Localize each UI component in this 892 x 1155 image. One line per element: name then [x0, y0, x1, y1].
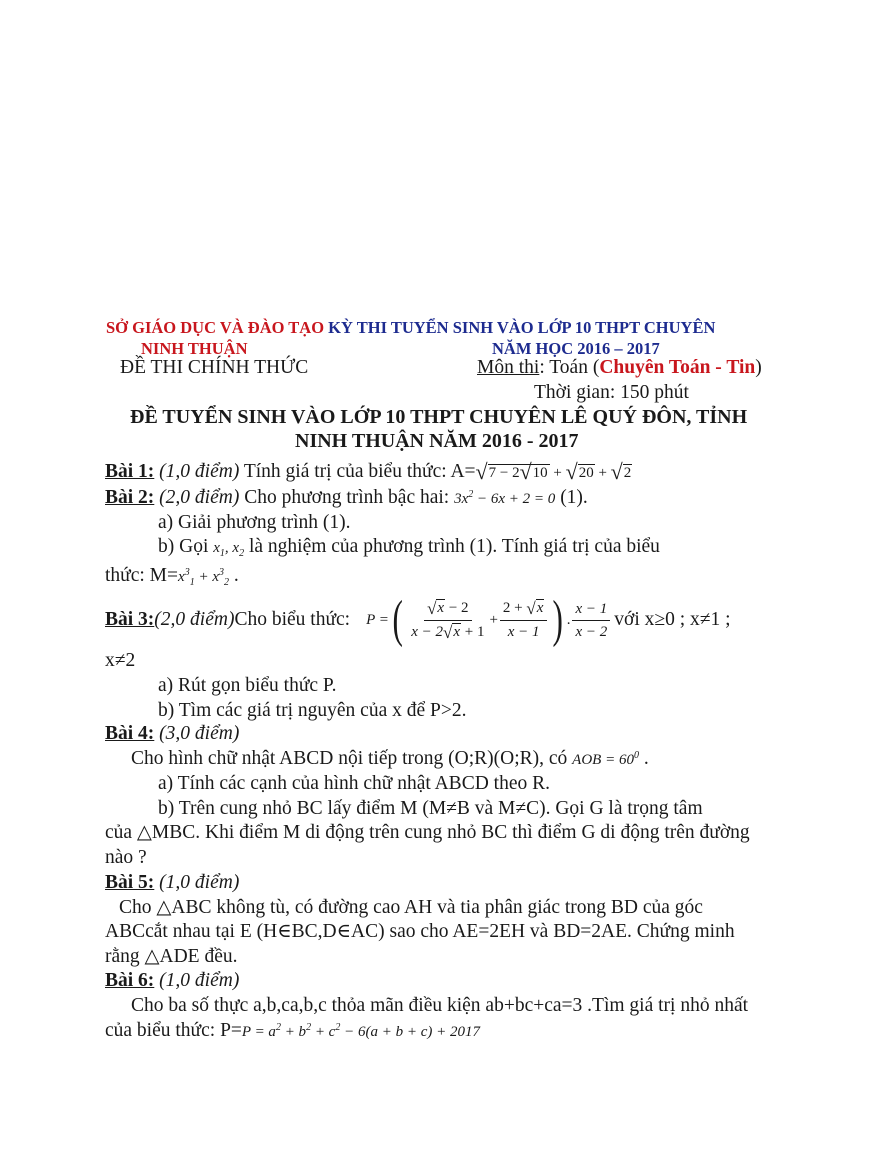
formula-term: 20 [578, 465, 594, 481]
sqrt-symbol: √ [610, 459, 623, 484]
formula-term: P = a [241, 1024, 276, 1040]
formula-term: x − 2 [575, 623, 608, 640]
formula-term: 0 [633, 750, 639, 761]
problem-2-part-b [158, 535, 660, 560]
m-end: . [228, 565, 239, 586]
formula-term: + [549, 465, 566, 481]
m-formula [178, 567, 229, 588]
part-b-continuation: thức: M= [105, 565, 179, 586]
formula-term: − 2 [496, 465, 520, 481]
formula-term: 2 [335, 1022, 341, 1033]
school-year: NĂM HỌC 2016 – 2017 [492, 339, 660, 358]
problem-3-points: (2,0 điểm) [154, 609, 235, 630]
formula-term: 3x [454, 491, 469, 507]
problem-6-line-2 [105, 1019, 480, 1044]
problem-2-part-b-cont [105, 564, 239, 589]
formula-term: x [178, 569, 185, 585]
exam-name: KỲ THI TUYỂN SINH VÀO LỚP 10 THPT CHUYÊN [328, 318, 716, 337]
formula-term: 2 [623, 465, 632, 481]
problem-2-points: (2,0 điểm) [154, 487, 240, 508]
problem-5-label: Bài 5: [105, 872, 155, 893]
problem-4-line-1 [131, 747, 649, 772]
problem-4-text-end: . [638, 748, 649, 769]
fraction-3 [572, 600, 610, 641]
formula-term: 1 [219, 548, 225, 559]
problem-2-part-a: a) Giải phương trình (1). [158, 512, 351, 533]
formula-term: 2 [239, 548, 245, 559]
problem-3-label: Bài 3: [105, 609, 155, 630]
problem-5-header [105, 871, 239, 895]
subject-line [477, 356, 762, 380]
part-b-prefix: b) Gọi [158, 536, 209, 557]
document-title-line-1: ĐỀ TUYỂN SINH VÀO LỚP 10 THPT CHUYÊN LÊ QUÝ ĐÔN, TỈNH [130, 406, 748, 428]
problem-3-condition-cont: x≠2 [105, 650, 136, 671]
formula-term: AOB = 60 [572, 752, 634, 768]
sqrt-symbol: √ [565, 459, 578, 484]
formula-term: 2 [223, 577, 229, 588]
formula-term: 3 [184, 567, 190, 578]
formula-term: x − 1 [507, 624, 540, 640]
problem-6-label: Bài 6: [105, 970, 155, 991]
formula-term: x [213, 540, 220, 556]
problem-4-part-b-2: của △MBC. Khi điểm M di động trên cung nhỏ BC thì điểm G di động trên đường [105, 822, 750, 843]
formula-term: P = [366, 612, 389, 628]
right-paren: ) [552, 591, 564, 648]
formula-term: − 6(a + b + c) + 2017 [340, 1024, 480, 1040]
formula-term: . [566, 612, 571, 628]
roots-notation [213, 540, 245, 559]
problem-3-formula [366, 591, 612, 648]
part-b-text: là nghiệm của phương trình (1). Tính giá trị của biểu [248, 536, 660, 557]
problem-1-points: (1,0 điểm) [154, 461, 240, 482]
problem-3 [105, 591, 731, 648]
formula-term: 2 [468, 489, 474, 500]
radicand-outer [488, 459, 550, 484]
problem-4-part-a: a) Tính các cạnh của hình chữ nhật ABCD theo R. [158, 773, 550, 794]
fraction-1: $\frac{√x - 2}{x - 2√x + 1}$ [411, 598, 485, 642]
formula-term: x [437, 599, 445, 616]
formula-term: , x [224, 540, 240, 556]
problem-6-header [105, 969, 239, 993]
formula-term: 2 [306, 1022, 312, 1033]
subject-track: Chuyên Toán - Tin [599, 357, 756, 378]
formula-term: − 2 [445, 599, 469, 616]
formula-term: x [536, 600, 544, 616]
sqrt-symbol: √ [519, 459, 532, 484]
problem-2 [105, 486, 588, 511]
problem-3-text: Cho biểu thức: [234, 609, 351, 630]
problem-6-points: (1,0 điểm) [154, 970, 240, 991]
formula-term: 1 [189, 577, 195, 588]
problem-2-equation-ref: (1). [555, 487, 588, 508]
problem-5-line-1: Cho △ABC không tù, có đường cao AH và tia phân giác trong BD của góc [119, 897, 703, 918]
problem-1 [105, 460, 632, 485]
problem-2-text: Cho phương trình bậc hai: [239, 487, 450, 508]
formula-term: 3 [218, 567, 224, 578]
formula-term: 7 [488, 465, 497, 481]
angle-formula [572, 752, 639, 768]
formula-term: + [489, 612, 498, 628]
problem-5-line-3: rằng △ADE đều. [105, 946, 238, 967]
formula-term: + b [280, 1024, 307, 1040]
problem-1-text: Tính giá trị của biểu thức: A= [239, 461, 476, 482]
subject-label: Môn thi [477, 357, 540, 378]
problem-5-line-2: ABCcắt nhau tại E (H∈BC,D∈AC) sao cho AE=2EH và BD=2AE. Chứng minh [105, 921, 735, 942]
formula-term: 2 [275, 1022, 281, 1033]
formula-term: + x [194, 569, 219, 585]
subject-value: : Toán ( [539, 357, 600, 378]
formula-term: + 1 [460, 623, 485, 640]
document-title-line-2: NINH THUẬN NĂM 2016 - 2017 [295, 430, 579, 452]
problem-3-condition: với x≥0 ; x≠1 ; [614, 609, 731, 630]
province-name: NINH THUẬN [141, 339, 248, 358]
problem-4-part-b-3: nào ? [105, 847, 147, 868]
problem-2-label: Bài 2: [105, 487, 155, 508]
formula-term: − 6x + 2 = 0 [473, 491, 556, 507]
formula-term: x − 1 [572, 600, 610, 621]
problem-5-points: (1,0 điểm) [154, 872, 240, 893]
left-paren: ( [392, 591, 403, 648]
problem-3-part-a: a) Rút gọn biểu thức P. [158, 675, 337, 696]
problem-4-label: Bài 4: [105, 723, 155, 744]
problem-4-text: Cho hình chữ nhật ABCD nội tiếp trong (O;R)(O;R), có [131, 748, 568, 769]
problem-4-part-b-1: b) Trên cung nhỏ BC lấy điểm M (M≠B và M≠C). Gọi G là trọng tâm [158, 798, 703, 819]
official-exam-label: ĐỀ THI CHÍNH THỨC [120, 357, 309, 378]
subject-close: ) [755, 357, 762, 378]
fraction-2: $\frac{2 + √x}{x - 1}$ [500, 599, 547, 641]
problem-3-part-b: b) Tìm các giá trị nguyên của x để P>2. [158, 700, 467, 721]
problem-4-points: (3,0 điểm) [154, 723, 240, 744]
exam-duration: Thời gian: 150 phút [534, 382, 689, 403]
problem-6-line-1: Cho ba số thực a,b,ca,b,c thỏa mãn điều kiện ab+bc+ca=3 .Tìm giá trị nhỏ nhất [131, 995, 749, 1016]
formula-term: x − 2 [411, 623, 443, 640]
problem-6-text: của biểu thức: P= [105, 1020, 242, 1041]
formula-term: x [453, 623, 460, 640]
formula-term: 2 + [502, 600, 527, 616]
problem-4-header [105, 722, 239, 746]
formula-term: + [594, 465, 611, 481]
problem-1-label: Bài 1: [105, 461, 155, 482]
formula-term: + c [311, 1024, 336, 1040]
department-name: SỞ GIÁO DỤC VÀ ĐÀO TẠO [106, 318, 325, 337]
problem-1-formula [475, 459, 633, 484]
problem-2-equation [454, 491, 555, 507]
formula-term: 10 [532, 465, 548, 481]
sqrt-symbol: √ [475, 459, 488, 484]
problem-6-formula [242, 1024, 480, 1040]
